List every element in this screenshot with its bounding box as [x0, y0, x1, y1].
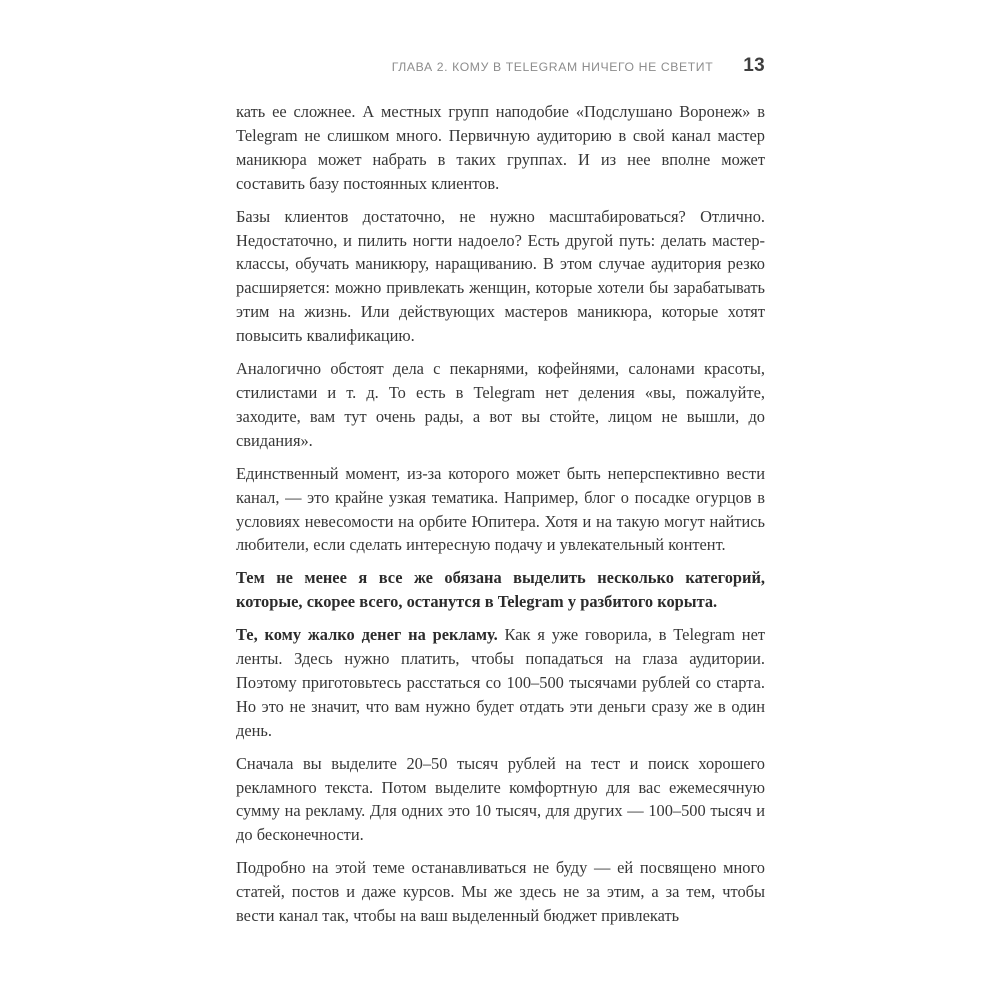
paragraph: Сначала вы выделите 20–50 тысяч рублей на тест и поиск хорошего рекламного текста. Потом выделите комфортную для вас ежемесячную сумму на рекламу. Для одних это 10 тысяч, для других — 100–500 тысяч и до бесконечности. [236, 753, 765, 845]
paragraph: Базы клиентов достаточно, не нужно масштабироваться? Отлично. Недостаточно, и пилить ногти надоело? Есть другой путь: делать мастер-классы, обучать маникюру, наращиванию. В этом случае аудитория резко расширяется: можно привлекать женщин, которые хотели бы зарабатывать этим на жизнь. Или действующих мастеров маникюра, которые хотят повысить квалификацию. [236, 206, 765, 346]
paragraph-with-run-in [236, 623, 765, 743]
run-in-heading: Те, кому жалко денег на рекламу. [236, 625, 498, 645]
paragraph-emphasis: Тем не менее я все же обязана выделить несколько категорий, которые, скорее всего, останутся в Telegram у разбитого корыта. [236, 568, 765, 612]
running-head-title: ГЛАВА 2. КОМУ В TELEGRAM НИЧЕГО НЕ СВЕТИТ [391, 60, 714, 74]
paragraph-text: Как я уже говорила, в Telegram нет ленты. Здесь нужно платить, чтобы попадаться на глаза аудитории. Поэтому приготовьтесь расстаться со 100–500 тысячами рублей со старта. Но это не значит, что вам нужно будет отдать эти деньги сразу же в один день. [236, 625, 766, 740]
page-number: 13 [743, 55, 765, 76]
paragraph: Аналогично обстоят дела с пекарнями, кофейнями, салонами красоты, стилистами и т. д. То есть в Telegram нет деления «вы, пожалуйте, заходите, вам тут очень рады, а вот вы стойте, лицом не вышли, до свидания». [236, 359, 765, 450]
running-head [236, 56, 765, 80]
body-text-block [236, 100, 765, 928]
paragraph: Подробно на этой теме останавливаться не буду — ей посвящено много статей, постов и даже курсов. Мы же здесь не за этим, а за тем, чтобы вести канал так, чтобы на ваш выделенный бюджет привлекать [236, 858, 765, 926]
paragraph: Единственный момент, из-за которого может быть неперспективно вести канал, — это крайне узкая тематика. Например, блог о посадке огурцов в условиях невесомости на орбите Юпитера. Хотя и на такую могут найтись любители, если сделать интересную подачу и увлекательный контент. [236, 463, 765, 555]
paragraph: кать ее сложнее. А местных групп наподобие «Подслушано Воронеж» в Telegram не слишком много. Первичную аудиторию в свой канал мастер маникюра может набрать в таких группах. И из нее вполне может составить базу постоянных клиентов. [236, 102, 765, 193]
